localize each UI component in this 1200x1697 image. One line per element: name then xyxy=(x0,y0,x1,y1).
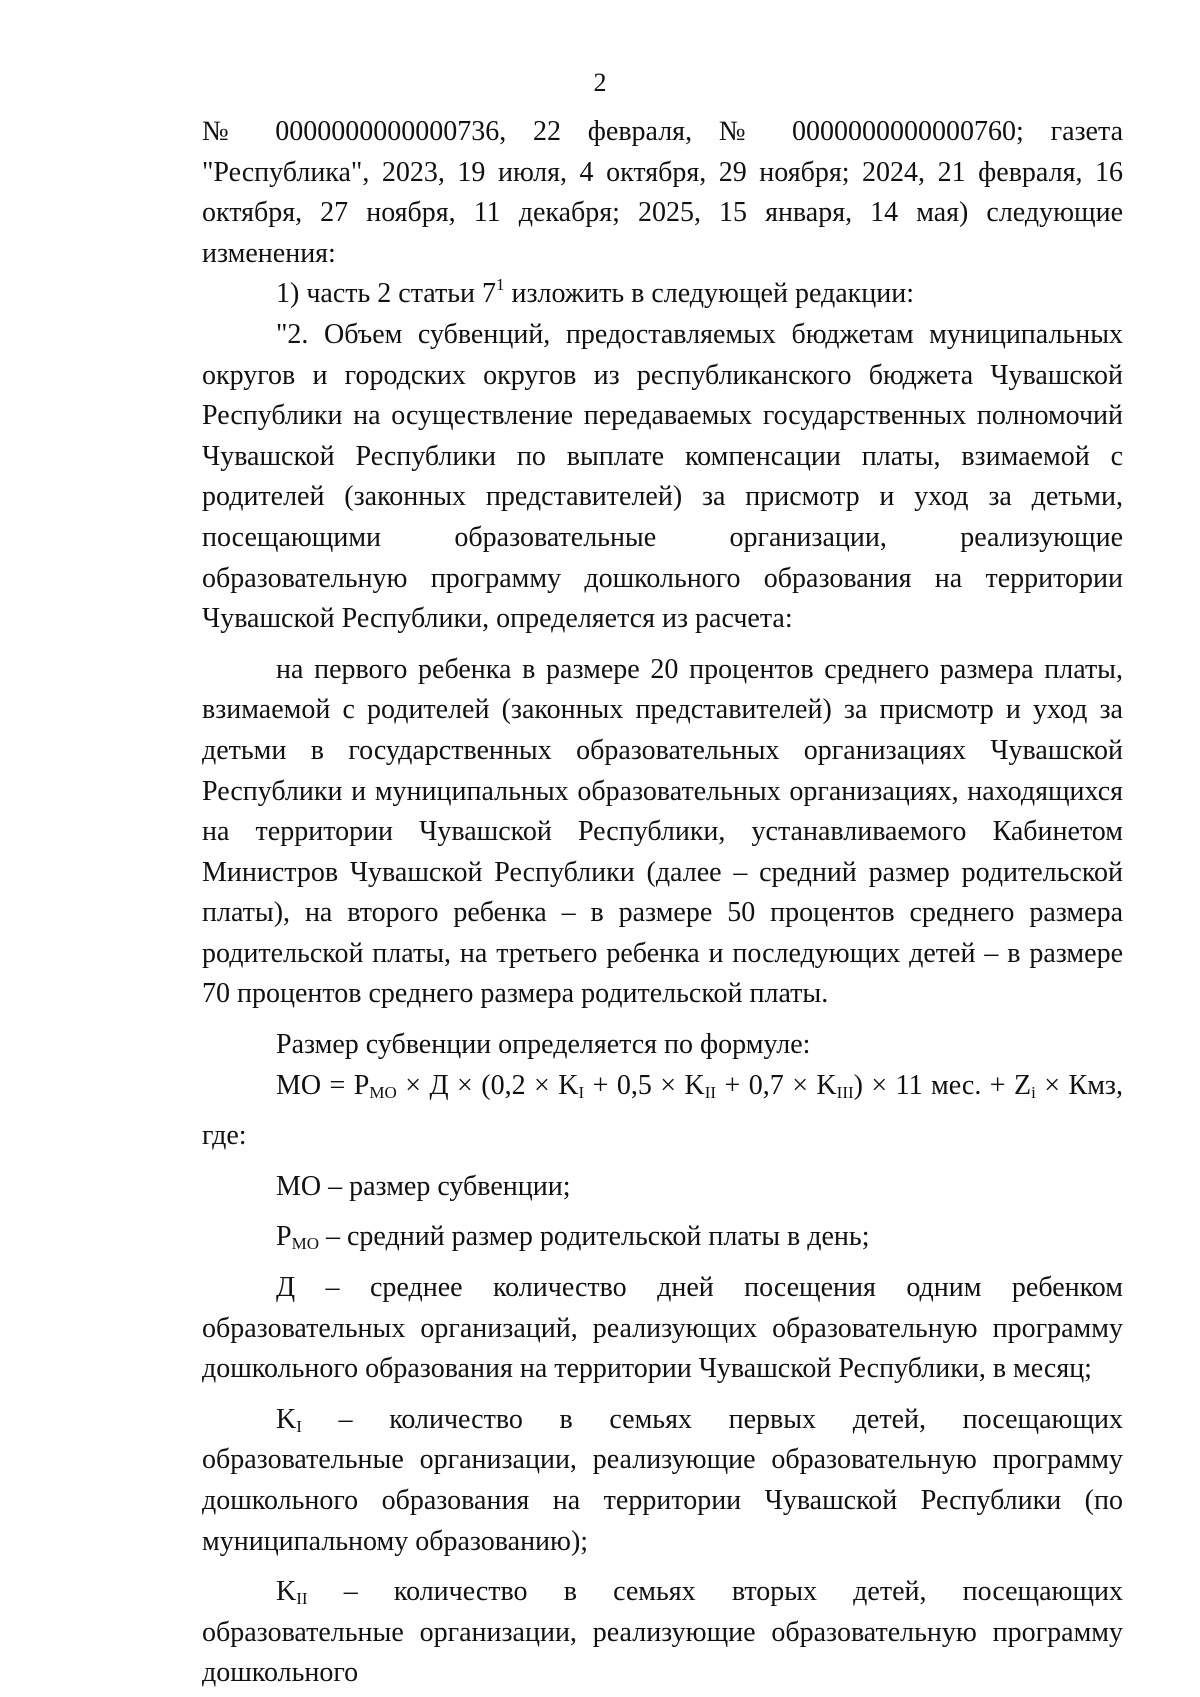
definition-subscript: II xyxy=(296,1589,308,1609)
formula-part: ) × 11 мес. + Z xyxy=(853,1069,1032,1101)
page-number: 2 xyxy=(593,68,607,97)
paragraph-item-1 xyxy=(202,274,1123,315)
formula-subscript: I xyxy=(578,1082,585,1102)
item-1-text: 1) часть 2 статьи 7 xyxy=(276,278,496,310)
formula-part: + 0,5 × K xyxy=(584,1069,705,1101)
document-body xyxy=(202,112,1123,1694)
formula-subscript: III xyxy=(836,1082,854,1102)
definition-k1 xyxy=(202,1400,1123,1562)
paragraph-subvention-volume: "2. Объем субвенций, предоставляемых бюджетам муниципальных округов и городских округов из республиканского бюджета Чувашской Республики на осуществление передаваемых государственных полномочий Чувашской Республики по выплате компенсации платы, взимаемой с родителей (законных представителей) за присмотр и уход за детьми, посещающими образовательные организации, реализующие образовательную программу дошкольного образования на территории Чувашской Республики, определяется из расчета: xyxy=(202,318,1123,635)
formula-subscript: II xyxy=(704,1082,717,1102)
formula-part: МО = Р xyxy=(276,1069,370,1101)
paragraph-amended-sources: № 0000000000000736, 22 февраля, № 0000000000000760; газета "Республика", 2023, 19 июля, 4 октября, 29 ноября; 2024, 21 февраля, 16 октября, 27 ноября, 11 декабря; 2025, 15 января, 14 мая) следующие изменения: xyxy=(202,116,1123,269)
formula-line xyxy=(202,1066,1123,1107)
definition-symbol: K xyxy=(276,1576,297,1608)
definition-subscript: МО xyxy=(291,1234,319,1254)
paragraph-formula-intro: Размер субвенции определяется по формуле: xyxy=(276,1029,811,1061)
definition-mo: МО – размер субвенции; xyxy=(276,1170,571,1202)
definition-d: Д – среднее количество дней посещения одним ребенком образовательных организаций, реализующих образовательную программу дошкольного образования на территории Чувашской Республики, в месяц; xyxy=(202,1272,1123,1385)
definition-text: – средний размер родительской платы в день; xyxy=(318,1221,870,1253)
paragraph-calculation-rates: на первого ребенка в размере 20 процентов среднего размера платы, взимаемой с родителей (законных представителей) за присмотр и уход за детьми в государственных образовательных организациях Чувашской Республики и муниципальных образовательных организациях, находящихся на территории Чувашской Республики, устанавливаемого Кабинетом Министров Чувашской Республики (далее – средний размер родительской платы), на второго ребенка – в размере 50 процентов среднего размера родительской платы, на третьего ребенка и последующих детей – в размере 70 процентов среднего размера родительской платы. xyxy=(202,653,1123,1010)
formula-part: × Д × (0,2 × K xyxy=(396,1069,579,1101)
definition-symbol: Р xyxy=(276,1221,292,1253)
definition-text: – количество в семьях вторых детей, посещающих образовательные организации, реализующие образовательную программу дошкольного xyxy=(202,1576,1123,1689)
formula-part: + 0,7 × K xyxy=(716,1069,837,1101)
article-superscript: 1 xyxy=(495,275,505,295)
formula-subscript: i xyxy=(1031,1082,1036,1102)
formula-part: × Кмз, xyxy=(1035,1069,1123,1101)
definition-k2 xyxy=(202,1572,1123,1694)
definition-text: – количество в семьях первых детей, посещающих образовательные организации, реализующие образовательную программу дошкольного образования на территории Чувашской Республики (по муниципальному образованию); xyxy=(202,1403,1123,1557)
definition-pmo xyxy=(202,1217,1123,1258)
item-1-text-end: изложить в следующей редакции: xyxy=(504,278,915,310)
definition-symbol: K xyxy=(276,1403,297,1435)
formula-subscript: МО xyxy=(369,1082,397,1102)
definition-subscript: I xyxy=(296,1416,302,1436)
paragraph-where: где: xyxy=(202,1120,247,1152)
